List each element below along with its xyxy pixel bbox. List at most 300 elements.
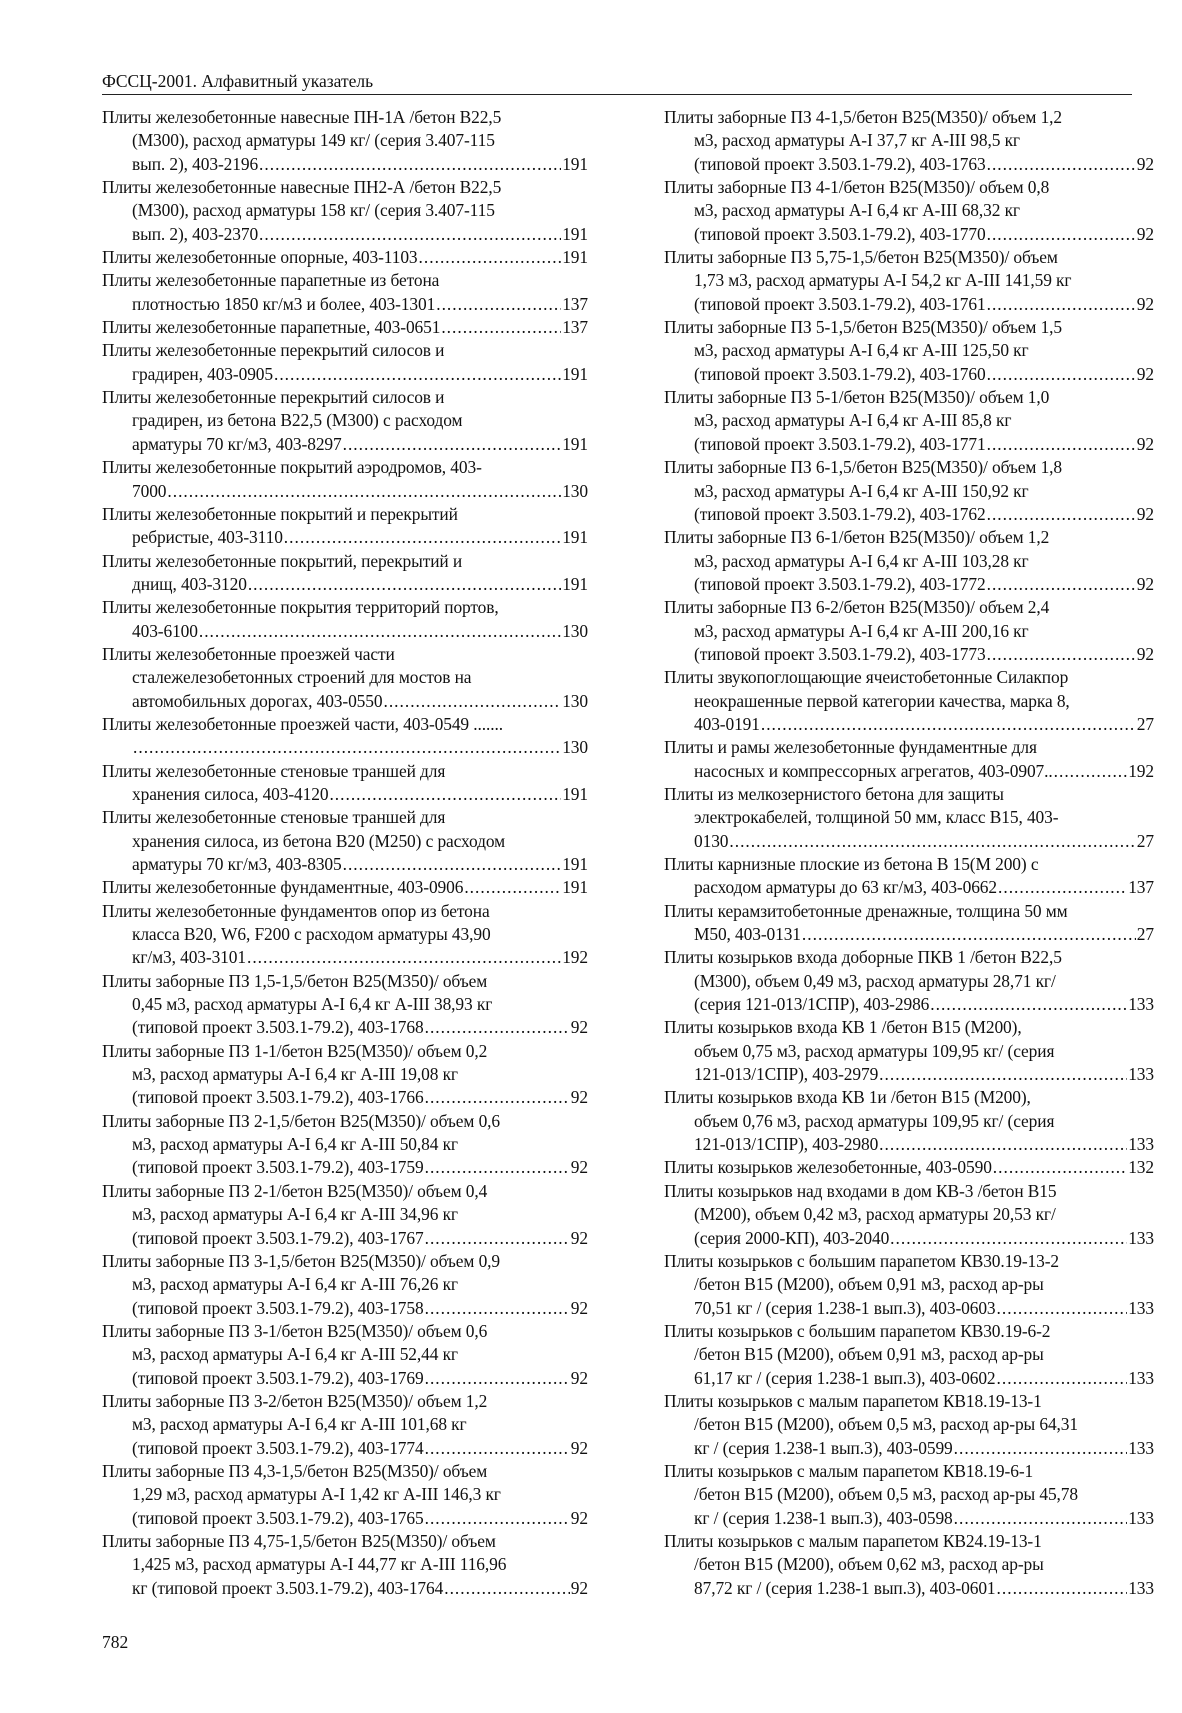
entry-text: /бетон В15 (М200), объем 0,91 м3, расход ар-ры	[694, 1344, 1044, 1365]
entry-line	[664, 923, 1154, 946]
index-entry	[664, 783, 1154, 853]
entry-line	[664, 876, 1154, 899]
leader-dots	[425, 1297, 570, 1320]
entry-line	[664, 293, 1154, 316]
entry-line	[664, 1040, 1154, 1063]
leader-dots	[259, 153, 561, 176]
entry-line	[664, 409, 1154, 432]
entry-page-number: 92	[570, 1437, 588, 1458]
leader-dots	[930, 993, 1127, 1016]
entry-page-number: 191	[562, 854, 588, 874]
entry-line	[664, 386, 1154, 409]
entry-text: кг / (серия 1.238-1 вып.3), 403-0599	[694, 1437, 953, 1458]
entry-page-number: 92	[1136, 153, 1154, 174]
entry-line	[664, 433, 1154, 456]
entry-line	[664, 480, 1154, 503]
entry-page-number: 133	[1128, 1437, 1154, 1458]
entry-line	[664, 946, 1154, 969]
entry-line	[664, 269, 1154, 292]
leader-dots	[993, 1156, 1127, 1179]
entry-line	[664, 666, 1154, 689]
entry-text: Плиты заборные ПЗ 5,75-1,5/бетон В25(М350)/ объем	[664, 247, 1058, 268]
entry-page-number: 191	[562, 433, 588, 454]
entry-line	[102, 596, 588, 619]
leader-dots	[441, 316, 561, 339]
entry-line	[664, 1553, 1154, 1576]
entry-line	[102, 806, 588, 829]
entry-line	[664, 339, 1154, 362]
leader-dots	[987, 153, 1136, 176]
entry-line	[664, 223, 1154, 246]
entry-line	[102, 573, 588, 596]
entry-line	[664, 106, 1154, 129]
index-entry	[102, 106, 588, 176]
index-entry	[102, 503, 588, 550]
entry-page-number: 191	[562, 877, 588, 898]
index-entry	[102, 1530, 588, 1600]
entry-line	[102, 620, 588, 643]
index-entry	[102, 713, 588, 760]
entry-line	[664, 526, 1154, 549]
entry-text: 1,425 м3, расход арматуры А-I 44,77 кг А-III 116,96	[132, 1554, 507, 1575]
entry-text: Плиты железобетонные навесные ПН-1А /бетон В22,5	[102, 107, 502, 127]
index-entry	[102, 643, 588, 713]
entry-page-number: 92	[1136, 223, 1154, 244]
index-entry	[664, 666, 1154, 736]
entry-line	[102, 456, 588, 479]
entry-text: (серия 2000-КП), 403-2040	[694, 1227, 890, 1248]
leader-dots	[987, 293, 1136, 316]
entry-text: м3, расход арматуры А-I 6,4 кг А-III 85,8 кг	[694, 410, 1012, 431]
entry-text: Плиты звукопоглощающие ячеистобетонные Силакпор	[664, 667, 1069, 688]
entry-text: м3, расход арматуры А-I 6,4 кг А-III 68,32 кг	[694, 200, 1020, 221]
entry-text: арматуры 70 кг/м3, 403-8305	[132, 854, 342, 874]
entry-line	[664, 363, 1154, 386]
entry-line	[102, 1156, 588, 1179]
entry-text: Плиты козырьков с большим парапетом КВ30.19-13-2	[664, 1250, 1059, 1271]
entry-text: Плиты и рамы железобетонные фундаментные для	[664, 737, 1037, 758]
entry-text: Плиты заборные ПЗ 5-1,5/бетон В25(М350)/ объем 1,5	[664, 317, 1063, 338]
leader-dots	[419, 246, 562, 269]
leader-dots	[987, 363, 1136, 386]
entry-line	[102, 1413, 588, 1436]
index-entry	[664, 596, 1154, 666]
entry-line	[102, 1577, 588, 1600]
entry-line	[664, 246, 1154, 269]
entry-text: (типовой проект 3.503.1-79.2), 403-1774	[132, 1437, 424, 1458]
entry-text: Плиты железобетонные покрытий и перекрытий	[102, 503, 458, 524]
leader-dots	[761, 713, 1136, 736]
entry-line	[664, 643, 1154, 666]
entry-text: Плиты козырьков с малым парапетом КВ18.19-6-1	[664, 1460, 1034, 1481]
entry-line	[664, 1367, 1154, 1390]
entry-line	[102, 1507, 588, 1530]
leader-dots	[425, 1367, 570, 1390]
entry-line	[102, 760, 588, 783]
index-entry	[664, 106, 1154, 176]
entry-line	[664, 550, 1154, 573]
entry-text: объем 0,75 м3, расход арматуры 109,95 кг/ (серия	[694, 1040, 1055, 1061]
entry-page-number: 92	[570, 1577, 588, 1598]
entry-text: Плиты заборные ПЗ 1-1/бетон В25(М350)/ объем 0,2	[102, 1040, 488, 1061]
leader-dots	[133, 736, 561, 759]
entry-line	[102, 1460, 588, 1483]
entry-line	[664, 129, 1154, 152]
entry-line	[102, 993, 588, 1016]
entry-page-number: 92	[1136, 293, 1154, 314]
entry-line	[102, 876, 588, 899]
entry-line	[664, 713, 1154, 736]
entry-text: вып. 2), 403-2370	[132, 223, 259, 244]
entry-text: градирен, 403-0905	[132, 363, 273, 384]
leader-dots	[879, 1063, 1127, 1086]
leader-dots	[383, 690, 561, 713]
entry-line	[664, 596, 1154, 619]
leader-dots	[425, 1227, 570, 1250]
entry-line	[664, 1110, 1154, 1133]
page-header	[102, 70, 1132, 95]
entry-text: (типовой проект 3.503.1-79.2), 403-1765	[132, 1507, 424, 1528]
entry-text: (типовой проект 3.503.1-79.2), 403-1759	[132, 1157, 424, 1178]
entry-text: Плиты заборные ПЗ 5-1/бетон В25(М350)/ объем 1,0	[664, 387, 1050, 408]
entry-line	[102, 853, 588, 876]
entry-line	[664, 1227, 1154, 1250]
entry-line	[664, 1273, 1154, 1296]
entry-text: неокрашенные первой категории качества, марка 8,	[694, 690, 1070, 711]
entry-text: (типовой проект 3.503.1-79.2), 403-1770	[694, 223, 986, 244]
entry-text: (типовой проект 3.503.1-79.2), 403-1762	[694, 503, 986, 524]
entry-page-number: 92	[570, 1297, 588, 1318]
index-entry	[664, 1390, 1154, 1460]
entry-line	[102, 1040, 588, 1063]
index-entry	[102, 1390, 588, 1460]
entry-line	[664, 1180, 1154, 1203]
leader-dots	[954, 1437, 1128, 1460]
entry-line	[102, 1437, 588, 1460]
entry-line	[102, 1250, 588, 1273]
entry-text: (типовой проект 3.503.1-79.2), 403-1761	[694, 293, 986, 314]
leader-dots	[987, 503, 1136, 526]
entry-page-number: 92	[570, 1087, 588, 1108]
entry-text: 121-013/1СПР), 403-2980	[694, 1134, 879, 1155]
entry-page-number: 132	[1128, 1157, 1154, 1178]
entry-page-number: 133	[1128, 1134, 1154, 1155]
index-entry	[664, 1156, 1154, 1179]
entry-page-number: 92	[1136, 573, 1154, 594]
entry-text: объем 0,76 м3, расход арматуры 109,95 кг/ (серия	[694, 1110, 1055, 1131]
entry-page-number: 137	[562, 317, 588, 338]
entry-line	[102, 246, 588, 269]
entry-text: 87,72 кг / (серия 1.238-1 вып.3), 403-0601	[694, 1577, 996, 1598]
leader-dots	[890, 1227, 1127, 1250]
index-entry	[102, 316, 588, 339]
entry-line	[102, 199, 588, 222]
entry-line	[102, 1180, 588, 1203]
entry-text: электрокабелей, толщиной 50 мм, класс В15, 403-	[694, 807, 1059, 828]
entry-page-number: 133	[1128, 1507, 1154, 1528]
entry-line	[664, 199, 1154, 222]
entry-line	[664, 1250, 1154, 1273]
entry-line	[102, 1273, 588, 1296]
entry-line	[102, 1110, 588, 1133]
entry-line	[102, 1553, 588, 1576]
entry-page-number: 92	[570, 1157, 588, 1178]
entry-text: Плиты козырьков с большим парапетом КВ30.19-6-2	[664, 1320, 1051, 1341]
index-column-left	[102, 106, 588, 1600]
entry-text: Плиты железобетонные проезжей части, 403-0549 .......	[102, 713, 504, 734]
leader-dots	[802, 923, 1136, 946]
entry-text: м3, расход арматуры А-I 6,4 кг А-III 101,68 кг	[132, 1414, 467, 1435]
page-number: 782	[102, 1632, 129, 1652]
entry-line	[102, 433, 588, 456]
entry-text: ребристые, 403-3110	[132, 527, 283, 548]
entry-line	[102, 830, 588, 853]
entry-line	[102, 1227, 588, 1250]
entry-text: Плиты железобетонные стеновые траншей для	[102, 760, 446, 781]
entry-text: Плиты железобетонные парапетные, 403-0651	[102, 317, 441, 338]
index-entry	[102, 246, 588, 269]
entry-text: Плиты из мелкозернистого бетона для защиты	[664, 783, 1004, 804]
index-entry	[664, 176, 1154, 246]
entry-text: Плиты железобетонные перекрытий силосов и	[102, 340, 445, 361]
entry-text: Плиты козырьков входа КВ 1и /бетон В15 (М200),	[664, 1087, 1031, 1108]
entry-page-number: 133	[1128, 1367, 1154, 1388]
entry-text: (серия 121-013/1СПР), 403-2986	[694, 994, 930, 1015]
entry-line	[102, 1367, 588, 1390]
entry-line	[664, 316, 1154, 339]
index-entry	[102, 269, 588, 316]
leader-dots	[343, 433, 562, 456]
entry-text: м3, расход арматуры А-I 6,4 кг А-III 150,92 кг	[694, 480, 1029, 501]
entry-text: Плиты заборные ПЗ 2-1,5/бетон В25(М350)/ объем 0,6	[102, 1110, 501, 1131]
index-entry	[102, 596, 588, 643]
entry-line	[664, 1297, 1154, 1320]
leader-dots	[247, 946, 561, 969]
entry-text: /бетон В15 (М200), объем 0,5 м3, расход ар-ры 45,78	[694, 1484, 1078, 1505]
index-entry	[664, 246, 1154, 316]
entry-text: Плиты заборные ПЗ 1,5-1,5/бетон В25(М350)/ объем	[102, 970, 488, 991]
leader-dots	[729, 830, 1135, 853]
entry-line	[664, 1483, 1154, 1506]
entry-text: (типовой проект 3.503.1-79.2), 403-1758	[132, 1297, 424, 1318]
entry-text: кг/м3, 403-3101	[132, 947, 246, 968]
entry-text: Плиты козырьков входа доборные ПКВ 1 /бетон В22,5	[664, 947, 1062, 968]
leader-dots	[274, 363, 561, 386]
entry-line	[664, 736, 1154, 759]
index-entry	[102, 550, 588, 597]
entry-line	[664, 620, 1154, 643]
entry-page-number: 191	[562, 363, 588, 384]
leader-dots	[987, 223, 1136, 246]
entry-page-number: 133	[1128, 1227, 1154, 1248]
index-entry	[664, 1180, 1154, 1250]
entry-text: 121-013/1СПР), 403-2979	[694, 1064, 879, 1085]
entry-line	[664, 1320, 1154, 1343]
entry-line	[664, 1016, 1154, 1039]
entry-text: /бетон В15 (М200), объем 0,62 м3, расход ар-ры	[694, 1554, 1044, 1575]
index-entry	[664, 736, 1154, 783]
leader-dots	[436, 293, 561, 316]
entry-line	[664, 1460, 1154, 1483]
entry-page-number: 92	[1136, 433, 1154, 454]
entry-text: Плиты козырьков железобетонные, 403-0590	[664, 1157, 992, 1178]
index-entry	[664, 853, 1154, 900]
entry-text: плотностью 1850 кг/м3 и более, 403-1301	[132, 293, 436, 314]
entry-text: 70,51 кг / (серия 1.238-1 вып.3), 403-0603	[694, 1297, 996, 1318]
entry-text: Плиты железобетонные перекрытий силосов и	[102, 387, 445, 408]
leader-dots	[248, 573, 561, 596]
entry-text: 1,29 м3, расход арматуры А-I 1,42 кг А-III 146,3 кг	[132, 1484, 501, 1505]
leader-dots	[259, 223, 561, 246]
index-entry	[102, 1320, 588, 1390]
entry-page-number: 192	[1128, 760, 1154, 781]
entry-line	[102, 106, 588, 129]
entry-text: хранения силоса, из бетона В20 (М250) с расходом	[132, 830, 506, 851]
index-entry	[102, 456, 588, 503]
entry-text: м3, расход арматуры А-I 6,4 кг А-III 19,08 кг	[132, 1064, 458, 1085]
entry-line	[664, 993, 1154, 1016]
entry-line	[664, 456, 1154, 479]
entry-line	[102, 339, 588, 362]
entry-page-number: 92	[1136, 363, 1154, 384]
leader-dots	[425, 1086, 570, 1109]
entry-line	[102, 1203, 588, 1226]
entry-line	[102, 153, 588, 176]
entry-line	[664, 1577, 1154, 1600]
entry-text: (типовой проект 3.503.1-79.2), 403-1760	[694, 363, 986, 384]
index-entry	[664, 946, 1154, 1016]
entry-line	[664, 573, 1154, 596]
entry-line	[664, 1203, 1154, 1226]
entry-line	[664, 760, 1154, 783]
entry-text: Плиты железобетонные проезжей части	[102, 643, 395, 664]
entry-line	[102, 690, 588, 713]
entry-line	[102, 1483, 588, 1506]
entry-text: Плиты козырьков входа КВ 1 /бетон В15 (М200),	[664, 1017, 1022, 1038]
index-entry	[102, 1180, 588, 1250]
entry-text: (типовой проект 3.503.1-79.2), 403-1768	[132, 1017, 424, 1038]
entry-page-number: 133	[1128, 1577, 1154, 1598]
leader-dots	[199, 620, 561, 643]
entry-page-number: 92	[1136, 503, 1154, 524]
leader-dots	[997, 1367, 1128, 1390]
entry-line	[102, 643, 588, 666]
leader-dots	[167, 480, 561, 503]
leader-dots	[997, 1297, 1128, 1320]
entry-page-number: 27	[1136, 924, 1154, 945]
entry-text: Плиты заборные ПЗ 3-1,5/бетон В25(М350)/ объем 0,9	[102, 1250, 501, 1271]
entry-line	[102, 900, 588, 923]
entry-text: 403-0191	[694, 713, 760, 734]
leader-dots	[425, 1507, 570, 1530]
leader-dots	[987, 573, 1136, 596]
entry-text: м3, расход арматуры А-I 6,4 кг А-III 103,28 кг	[694, 550, 1029, 571]
entry-text: Плиты железобетонные навесные ПН2-А /бетон В22,5	[102, 177, 502, 198]
entry-text: 7000	[132, 480, 167, 501]
entry-line	[102, 1016, 588, 1039]
entry-line	[102, 783, 588, 806]
leader-dots	[997, 1577, 1128, 1600]
entry-text: Плиты заборные ПЗ 4,75-1,5/бетон В25(М350)/ объем	[102, 1530, 496, 1551]
entry-line	[102, 316, 588, 339]
entry-text: Плиты заборные ПЗ 6-2/бетон В25(М350)/ объем 2,4	[664, 597, 1050, 618]
entry-line	[102, 550, 588, 573]
entry-text: м3, расход арматуры А-I 6,4 кг А-III 34,96 кг	[132, 1204, 458, 1225]
leader-dots	[464, 876, 561, 899]
entry-text: Плиты заборные ПЗ 2-1/бетон В25(М350)/ объем 0,4	[102, 1180, 488, 1201]
entry-text: 0,45 м3, расход арматуры А-I 6,4 кг А-III 38,93 кг	[132, 994, 493, 1015]
entry-line	[664, 1086, 1154, 1109]
entry-text: (М300), объем 0,49 м3, расход арматуры 28,71 кг/	[694, 970, 1056, 991]
entry-text: Плиты козырьков с малым парапетом КВ24.19-13-1	[664, 1530, 1042, 1551]
entry-line	[102, 923, 588, 946]
entry-page-number: 191	[562, 223, 588, 244]
entry-line	[664, 176, 1154, 199]
entry-text: 0130	[694, 830, 729, 851]
entry-text: (типовой проект 3.503.1-79.2), 403-1763	[694, 153, 986, 174]
index-entry	[102, 900, 588, 970]
entry-text: Плиты железобетонные фундаментные, 403-0906	[102, 877, 464, 898]
entry-line	[664, 1507, 1154, 1530]
entry-page-number: 130	[562, 620, 588, 641]
entry-text: градирен, из бетона В22,5 (М300) с расходом	[132, 410, 463, 431]
entry-text: Плиты заборные ПЗ 4-1/бетон В25(М350)/ объем 0,8	[664, 177, 1050, 198]
index-entry	[664, 386, 1154, 456]
index-entry	[102, 1250, 588, 1320]
leader-dots	[329, 783, 561, 806]
index-entry	[664, 1530, 1154, 1600]
entry-line	[102, 1133, 588, 1156]
entry-text: (типовой проект 3.503.1-79.2), 403-1766	[132, 1087, 424, 1108]
entry-line	[102, 713, 588, 736]
entry-text: /бетон В15 (М200), объем 0,91 м3, расход ар-ры	[694, 1274, 1044, 1295]
entry-line	[102, 223, 588, 246]
entry-line	[664, 970, 1154, 993]
index-entry	[664, 1460, 1154, 1530]
entry-line	[664, 783, 1154, 806]
entry-text: 1,73 м3, расход арматуры А-I 54,2 кг А-III 141,59 кг	[694, 270, 1072, 291]
entry-text: Плиты заборные ПЗ 3-2/бетон В25(М350)/ объем 1,2	[102, 1390, 488, 1411]
entry-line	[664, 690, 1154, 713]
entry-text: Плиты заборные ПЗ 4,3-1,5/бетон В25(М350)/ объем	[102, 1460, 488, 1481]
index-entry	[102, 760, 588, 807]
entry-line	[102, 363, 588, 386]
index-entry	[102, 339, 588, 386]
entry-line	[664, 1063, 1154, 1086]
index-entry	[664, 456, 1154, 526]
entry-line	[664, 806, 1154, 829]
entry-page-number: 130	[562, 737, 588, 758]
entry-line	[102, 1086, 588, 1109]
entry-page-number: 92	[1136, 643, 1154, 664]
index-entry	[102, 1110, 588, 1180]
entry-text: (типовой проект 3.503.1-79.2), 403-1773	[694, 643, 986, 664]
entry-page-number: 191	[562, 527, 588, 548]
entry-line	[102, 1343, 588, 1366]
entry-page-number: 133	[1128, 994, 1154, 1015]
entry-line	[102, 176, 588, 199]
leader-dots	[987, 433, 1136, 456]
entry-line	[664, 1530, 1154, 1553]
entry-line	[102, 409, 588, 432]
leader-dots	[879, 1133, 1127, 1156]
index-entry	[664, 1250, 1154, 1320]
leader-dots	[425, 1016, 570, 1039]
entry-text: расходом арматуры до 63 кг/м3, 403-0662	[694, 877, 997, 898]
index-entry	[664, 526, 1154, 596]
entry-page-number: 133	[1128, 1064, 1154, 1085]
entry-text: Плиты железобетонные покрытий, перекрытий и	[102, 550, 463, 571]
